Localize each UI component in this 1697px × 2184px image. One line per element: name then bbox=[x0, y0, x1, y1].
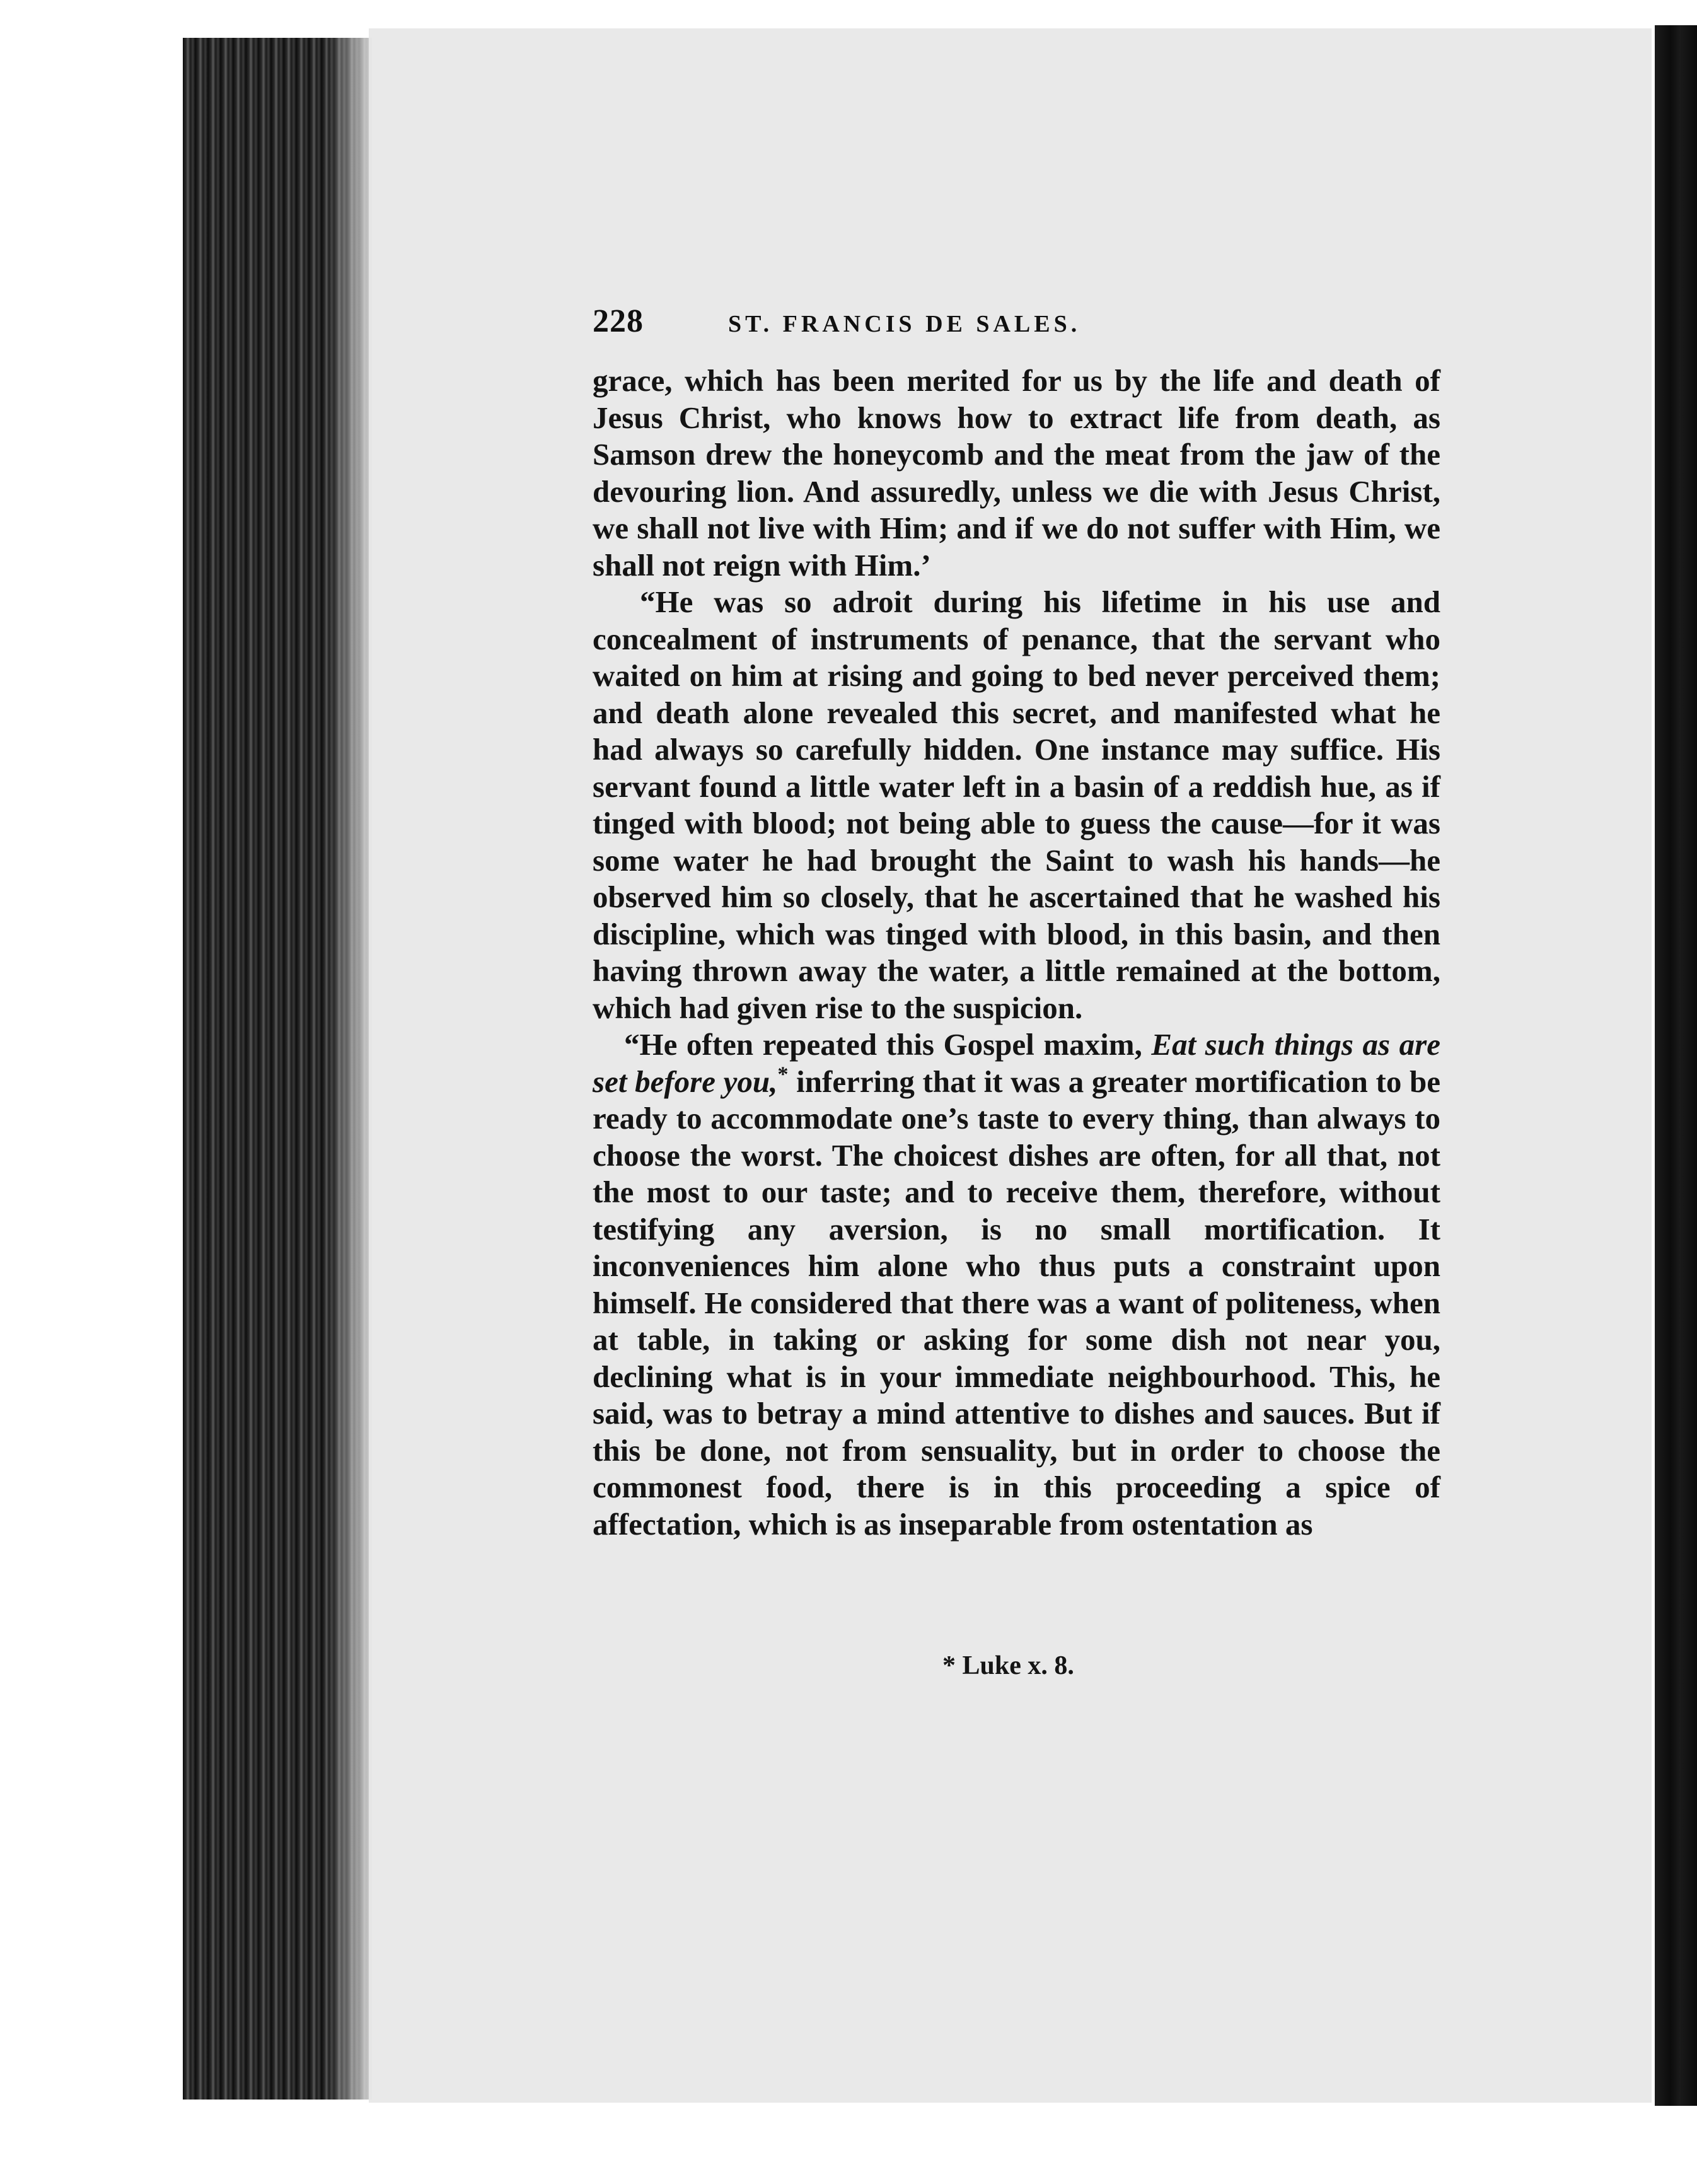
paragraph-3 bbox=[593, 1026, 1440, 1543]
facing-page-edge bbox=[1655, 25, 1697, 2106]
page-header bbox=[593, 303, 1437, 353]
footnote-reference-mark: * bbox=[777, 1062, 789, 1086]
gospel-quote: Eat such things as are set before you, bbox=[593, 1027, 1440, 1099]
body-text bbox=[593, 363, 1440, 1543]
running-head: ST. FRANCIS DE SALES. bbox=[728, 311, 1081, 337]
paragraph-1: grace, which has been merited for us by the life and death of Jesus Christ, who knows how to extract life from death, as Samson drew the honeycomb and the meat from the jaw of the devouring lion. And assuredly, unless we die with Jesus Christ, we shall not live with Him; and if we do not suffer with Him, we shall not reign with Him.’ bbox=[593, 363, 1440, 583]
paragraph-2: “He was so adroit during his lifetime in his use and concealment of instruments of penance, that the servant who waited on him at rising and going to bed never perceived them; and death alone revealed this secret, and manifested what he had always so carefully hidden. One instance may suffice. His servant found a little water left in a basin of a reddish hue, as if tinged with blood; not being able to guess the cause—for it was some water he had brought the Saint to wash his hands—he observed him so closely, that he ascertained that he washed his discipline, which was tinged with blood, in this basin, and then having thrown away the water, a little remained at the bottom, which had given rise to the suspicion. bbox=[593, 584, 1440, 1025]
page-number: 228 bbox=[593, 303, 644, 339]
paragraph-3-rest: inferring that it was a greater mortification to be ready to accommodate one’s taste to every thing, than always to choose the worst. The choicest dishes are often, for all that, not the most to our taste; and to receive them, therefore, without testifying any aversion, is no small mortification. It inconveniences him alone who thus puts a constraint upon himself. He considered that there was a want of politeness, when at table, in taking or asking for some dish not near you, declining what is in your immediate neighbourhood. This, he said, was to betray a mind attentive to dishes and sauces. But if this be done, not from sensuality, but in order to choose the commonest food, there is in this proceeding a spice of affectation, which is as inseparable from ostentation as bbox=[593, 1064, 1440, 1542]
paragraph-3-intro: “He often repeated this Gospel maxim, bbox=[624, 1027, 1152, 1062]
page-edge-shadow bbox=[328, 38, 372, 2100]
footnote: * Luke x. 8. bbox=[942, 1651, 1074, 1680]
